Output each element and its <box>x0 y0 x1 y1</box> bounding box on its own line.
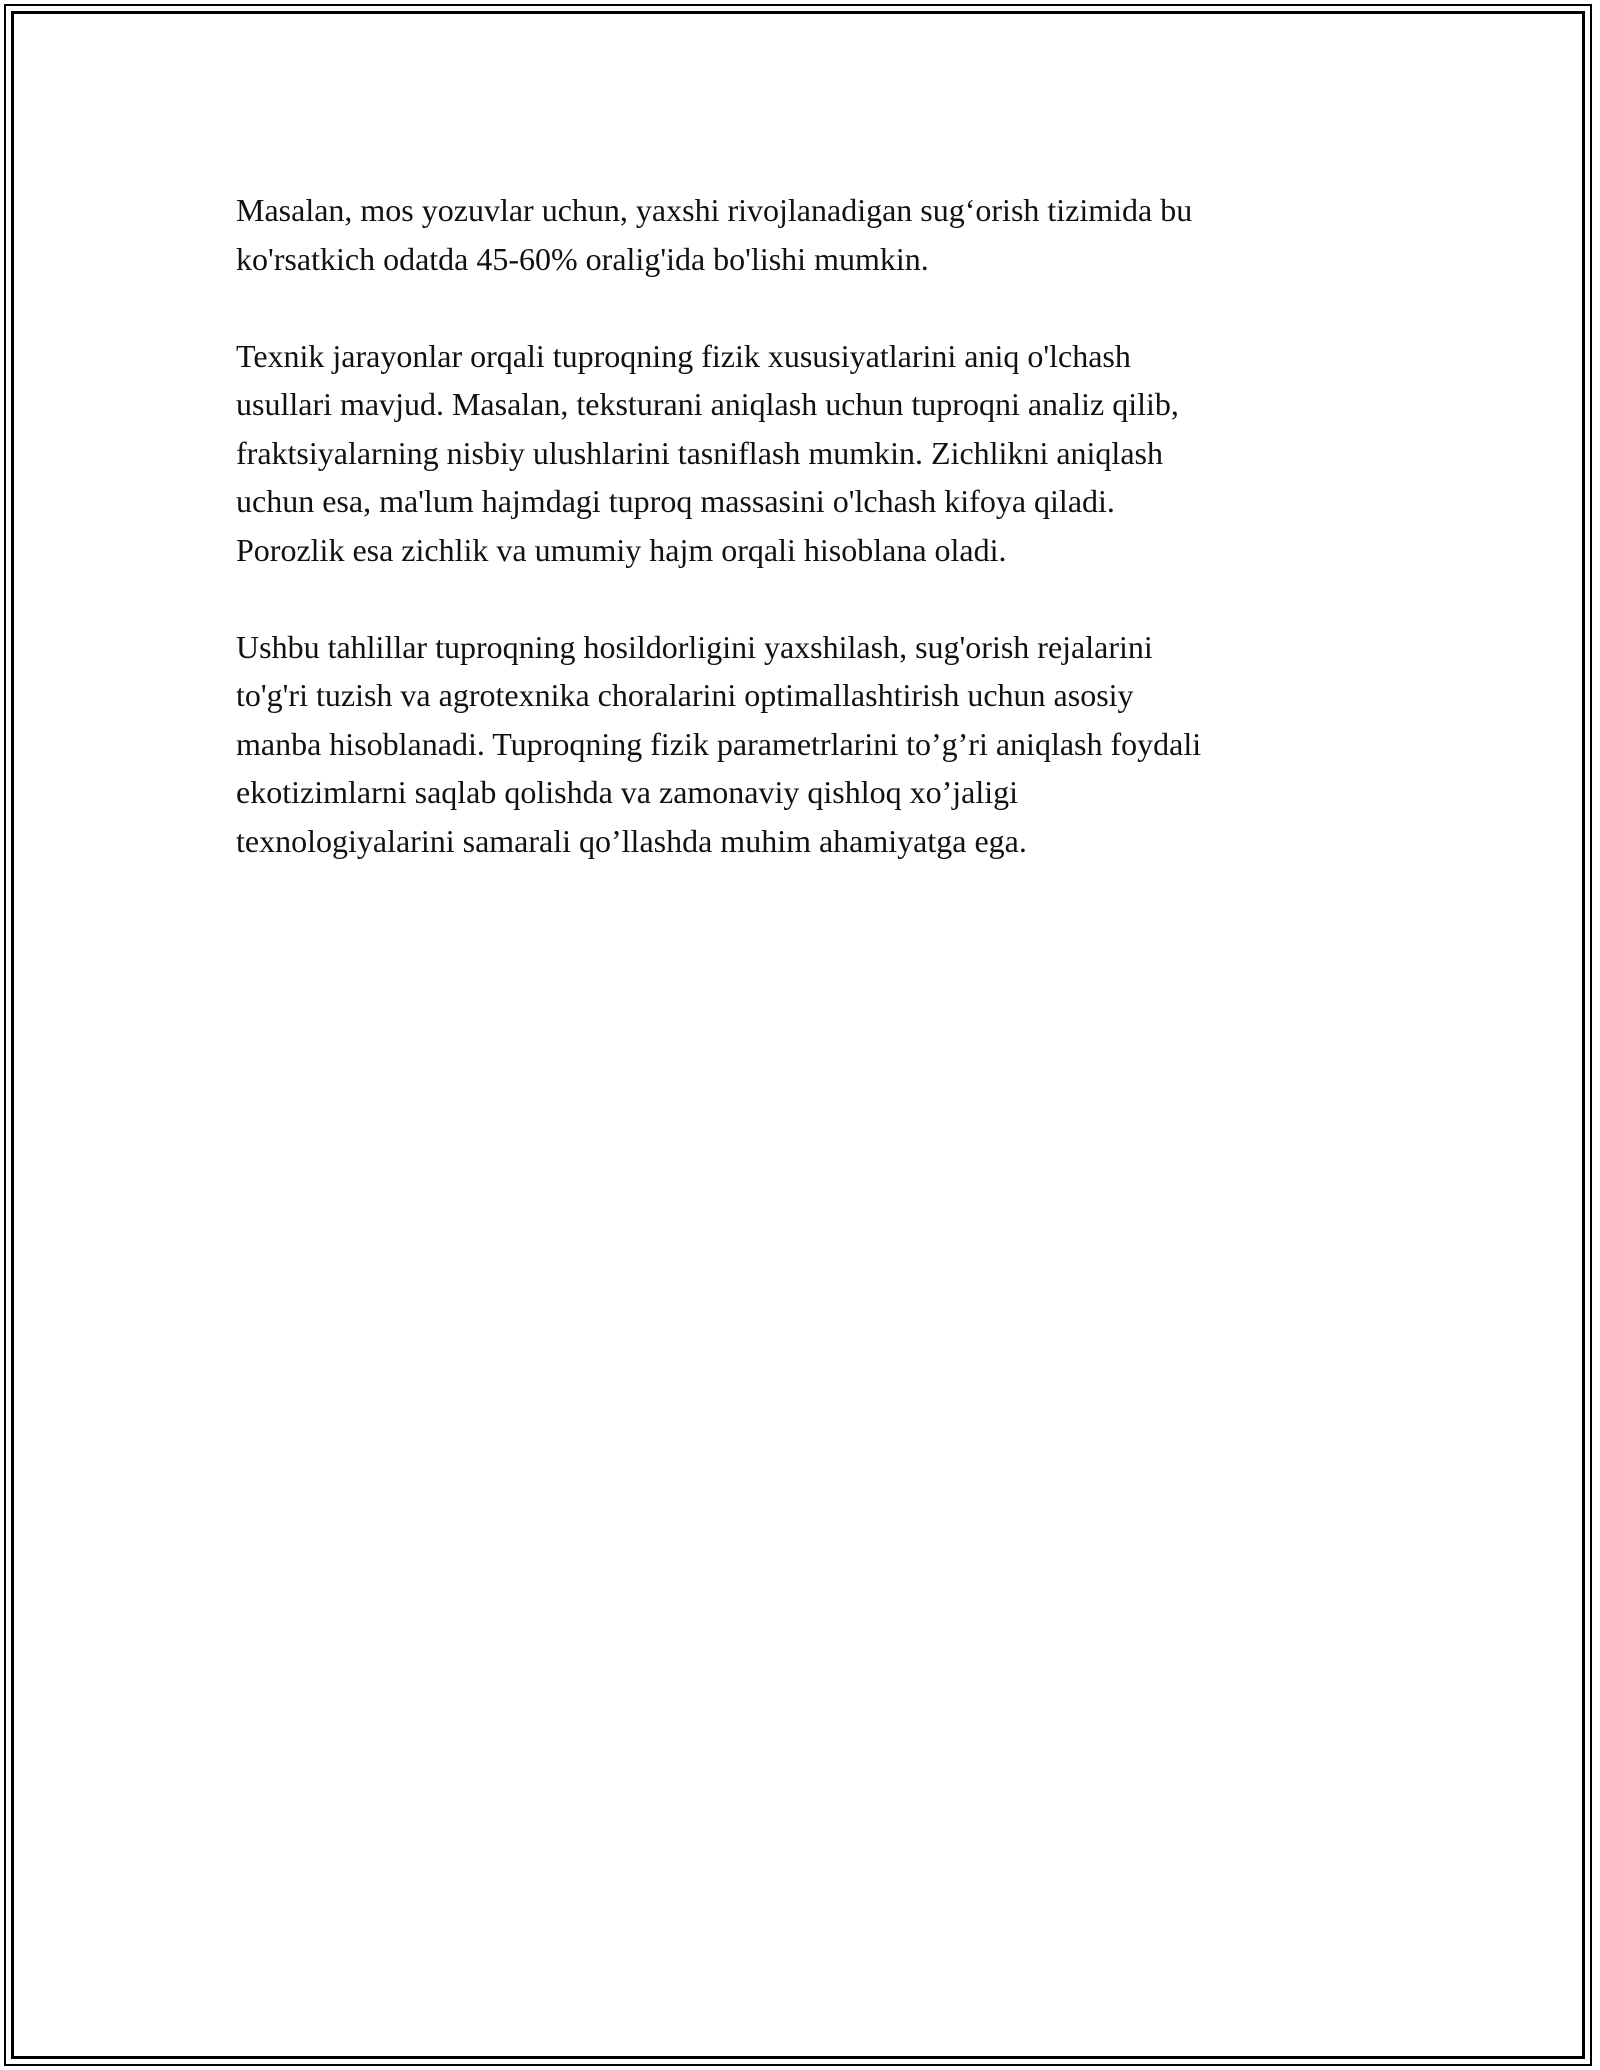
paragraph-line: texnologiyalarini samarali qo’llashda muhim ahamiyatga ega. <box>236 822 1027 859</box>
paragraph-line: ekotizimlarni saqlab qolishda va zamonaviy qishloq xo’jaligi <box>236 774 1019 810</box>
document-body <box>236 186 1376 914</box>
paragraph-3 <box>236 623 1376 866</box>
paragraph-line: ko'rsatkich odatda 45-60% oralig'ida bo'lishi mumkin. <box>236 240 929 277</box>
paragraph-line: Porozlik esa zichlik va umumiy hajm orqali hisoblana oladi. <box>236 531 1007 568</box>
paragraph-line: manba hisoblanadi. Tuproqning fizik parametrlarini to’g’ri aniqlash foydali <box>236 725 1202 762</box>
paragraph-line: Masalan, mos yozuvlar uchun, yaxshi rivojlanadigan sug‘orish tizimida bu <box>236 192 1193 228</box>
paragraph-line: Texnik jarayonlar orqali tuproqning fizik xususiyatlarini aniq o'lchash <box>236 337 1131 374</box>
paragraph-line: Ushbu tahlillar tuproqning hosildorligini yaxshilash, sug'orish rejalarini <box>236 628 1153 665</box>
paragraph-line: uchun esa, ma'lum hajmdagi tuproq massasini o'lchash kifoya qiladi. <box>236 483 1115 519</box>
paragraph-line: fraktsiyalarning nisbiy ulushlarini tasniflash mumkin. Zichlikni aniqlash <box>236 434 1163 471</box>
paragraph-1 <box>236 186 1376 283</box>
paragraph-2 <box>236 332 1376 575</box>
paragraph-line: usullari mavjud. Masalan, teksturani aniqlash uchun tuproqni analiz qilib, <box>236 386 1179 422</box>
paragraph-line: to'g'ri tuzish va agrotexnika choralarini optimallashtirish uchun asosiy <box>236 677 1134 713</box>
